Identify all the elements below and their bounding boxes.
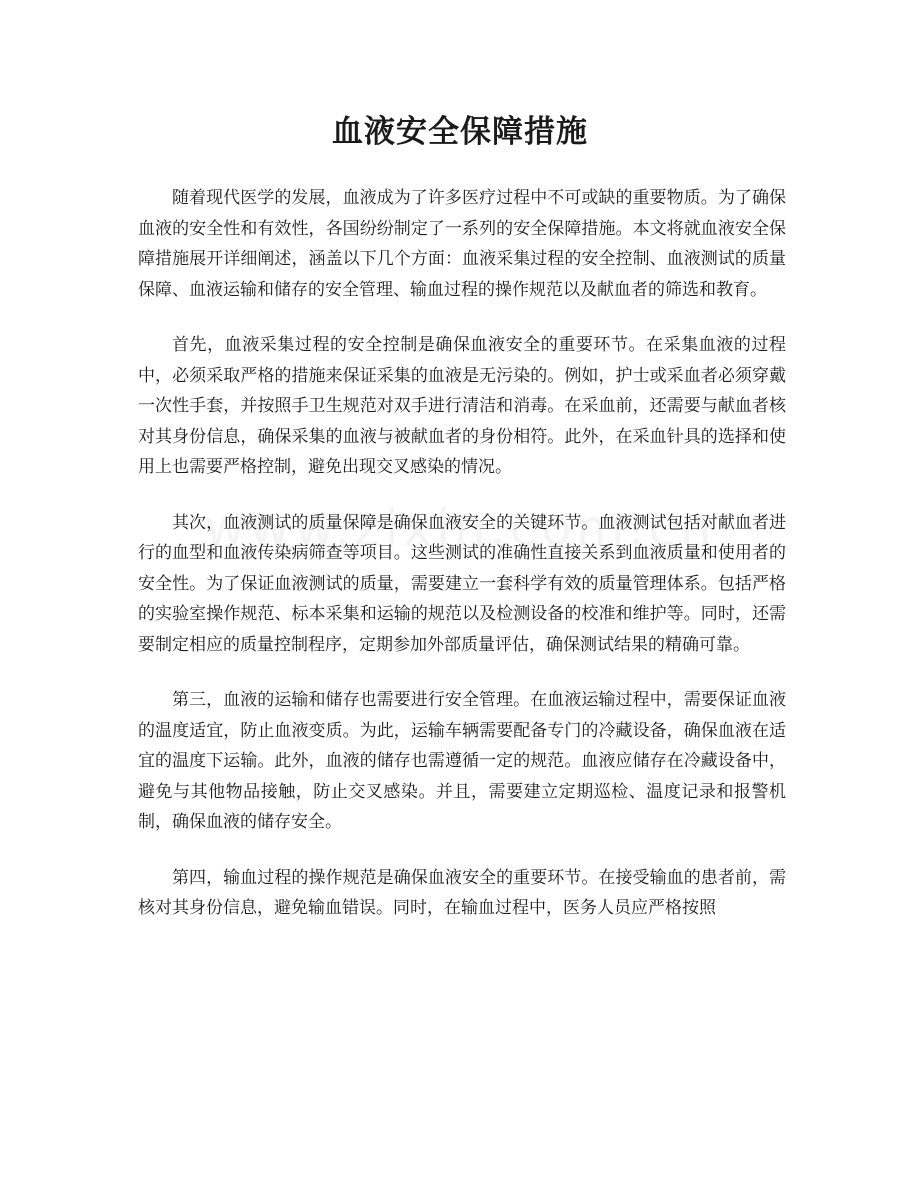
paragraph-transport-storage: 第三，血液的运输和储存也需要进行安全管理。在血液运输过程中，需要保证血液的温度适宜，防止血液变质。为此，运输车辆需要配备专门的冷藏设备，确保血液在适宜的温度下运输。此外，血液的储存也需遵循一定的规范。血液应储存在冷藏设备中，避免与其他物品接触，防止交叉感染。并且，需要建立定期巡检、温度记录和报警机制，确保血液的储存安全。 bbox=[138, 690, 786, 832]
paragraph-intro: 随着现代医学的发展，血液成为了许多医疗过程中不可或缺的重要物质。为了确保血液的安全性和有效性，各国纷纷制定了一系列的安全保障措施。本文将就血液安全保障措施展开详细阐述，涵盖以下几个方面：血液采集过程的安全控制、血液测试的质量保障、血液运输和储存的安全管理、输血过程的操作规范以及献血者的筛选和教育。 bbox=[138, 188, 786, 300]
paragraph-collection: 首先，血液采集过程的安全控制是确保血液安全的重要环节。在采集血液的过程中，必须采取严格的措施来保证采集的血液是无污染的。例如，护士或采血者必须穿戴一次性手套，并按照手卫生规范对双手进行清洁和消毒。在采血前，还需要与献血者核对其身份信息，确保采集的血液与被献血者的身份相符。此外，在采血针具的选择和使用上也需要严格控制，避免出现交叉感染的情况。 bbox=[138, 335, 786, 477]
document-body bbox=[138, 183, 786, 949]
paragraph-testing: 其次，血液测试的质量保障是确保血液安全的关键环节。血液测试包括对献血者进行的血型和血液传染病筛查等项目。这些测试的准确性直接关系到血液质量和使用者的安全性。为了保证血液测试的质量，需要建立一套科学有效的质量管理体系。包括严格的实验室操作规范、标本采集和运输的规范以及检测设备的校准和维护等。同时，还需要制定相应的质量控制程序，定期参加外部质量评估，确保测试结果的精确可靠。 bbox=[138, 512, 786, 655]
paragraph-transfusion: 第四，输血过程的操作规范是确保血液安全的重要环节。在接受输血的患者前，需核对其身份信息，避免输血错误。同时，在输血过程中，医务人员应严格按照 bbox=[138, 867, 786, 918]
page-title: 血液安全保障措施 bbox=[332, 114, 588, 150]
